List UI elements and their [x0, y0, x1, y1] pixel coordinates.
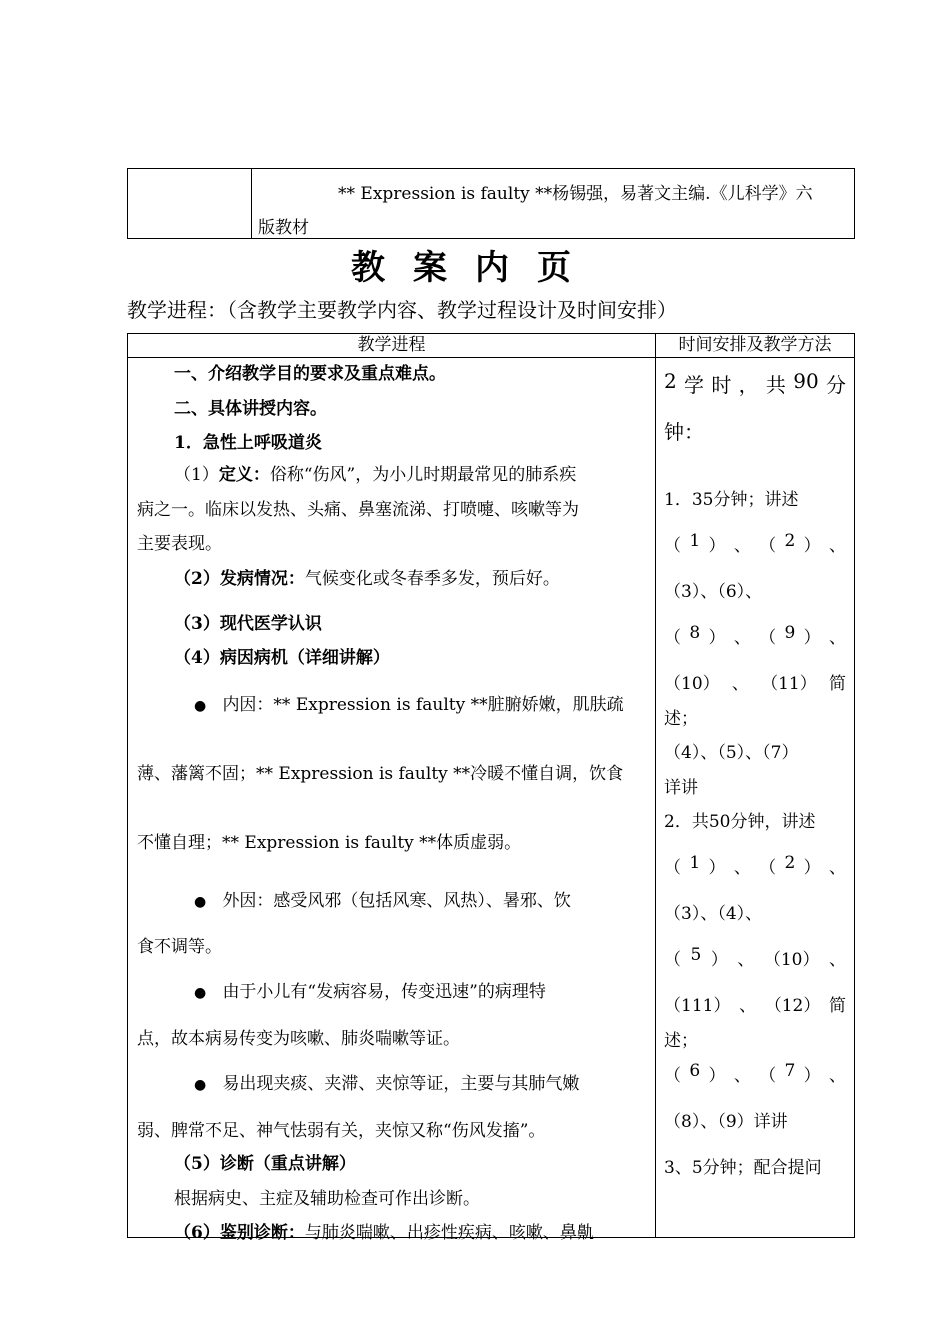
incidence-line: （2）发病情况：气候变化或冬春季多发，预后好。 — [174, 569, 560, 589]
time-1-items-d: （10） 、 （11） 简 — [664, 674, 846, 694]
teaching-table — [127, 333, 855, 1243]
definition-line-3: 主要表现。 — [137, 534, 222, 554]
header-time-method: 时间安排及教学方法 — [678, 335, 832, 355]
bullet-complication-line-1: ● 易出现夹痰、夹滞、夹惊等证，主要与其肺气嫩 — [194, 1074, 580, 1094]
modern-medicine-heading: （3）现代医学认识 — [174, 614, 322, 634]
definition-line-2: 病之一。临床以发热、头痛、鼻塞流涕、打喷嚏、咳嗽等为 — [137, 500, 579, 520]
bullet-icon: ● — [194, 698, 207, 714]
bullet-icon: ● — [194, 985, 207, 1001]
time-2-items-c: （ 5 ） 、 （10） 、 — [664, 945, 846, 970]
page-title: 教案内页 — [351, 248, 599, 288]
reference-line-2: 版教材 — [258, 218, 309, 238]
bullet-pathology-line-2: 点，故本病易传变为咳嗽、肺炎喘嗽等证。 — [137, 1029, 460, 1049]
bullet-external-line-2: 食不调等。 — [137, 937, 222, 957]
time-1-brief: 述； — [664, 709, 698, 729]
time-1-items-a: （ 1 ） 、 （ 2 ） 、 — [664, 531, 846, 556]
diagnosis-text: 根据病史、主症及辅助检查可作出诊断。 — [174, 1189, 480, 1209]
total-hours-line-1: 2 学 时 ， 共 90 分 — [664, 369, 846, 397]
reference-table — [127, 168, 855, 239]
bullet-internal-line-2: 薄、藩篱不固；** Expression is faulty **冷暖不懂自调，饮食 — [137, 764, 624, 784]
bullet-internal-line-3: 不懂自理；** Expression is faulty **体质虚弱。 — [137, 833, 522, 853]
differential-line: （6）鉴别诊断：与肺炎喘嗽、出疹性疾病、咳嗽、鼻鼽 — [174, 1223, 594, 1243]
time-1-detail: 详讲 — [664, 778, 698, 798]
total-hours-line-2: 钟： — [664, 420, 704, 444]
time-1-items-c: （ 8 ） 、 （ 9 ） 、 — [664, 623, 846, 648]
header-progress: 教学进程 — [357, 335, 426, 355]
time-2-detail: （8）、（9）详讲 — [664, 1112, 788, 1132]
section-2: 二、具体讲授内容。 — [174, 399, 327, 419]
time-1-items-b: （3）、（6）、 — [664, 582, 763, 602]
bullet-icon: ● — [194, 894, 207, 910]
time-2-brief: 述； — [664, 1031, 698, 1051]
section-1: 一、介绍教学目的要求及重点难点。 — [174, 364, 446, 384]
bullet-icon: ● — [194, 1077, 207, 1093]
topic-heading: 1．急性上呼吸道炎 — [174, 433, 322, 453]
etiology-heading: （4）病因病机（详细讲解） — [174, 648, 390, 668]
bullet-internal-line-1: ● 内因：** Expression is faulty **脏腑娇嫩，肌肤疏 — [194, 695, 624, 715]
bullet-complication-line-2: 弱、脾常不足、神气怯弱有关，夹惊又称“伤风发搐”。 — [137, 1121, 546, 1141]
time-3: 3、5分钟；配合提问 — [664, 1158, 822, 1178]
header-divider — [128, 357, 854, 358]
time-2-items-d: （111） 、 （12） 简 — [664, 996, 846, 1016]
reference-line-1: ** Expression is faulty **杨锡强，易著文主编.《儿科学》六 — [338, 184, 813, 204]
page-subtitle: 教学进程：（含教学主要教学内容、教学过程设计及时间安排） — [127, 298, 677, 322]
time-2-items-e: （ 6 ） 、 （ 7 ） 、 — [664, 1061, 846, 1086]
bullet-external-line-1: ● 外因：感受风邪（包括风寒、风热）、暑邪、饮 — [194, 891, 571, 911]
time-2: 2．共50分钟，讲述 — [664, 812, 816, 832]
diagnosis-heading: （5）诊断（重点讲解） — [174, 1154, 356, 1174]
definition-line-1: （1）定义：俗称“伤风”，为小儿时期最常见的肺系疾 — [174, 465, 577, 485]
bullet-pathology-line-1: ● 由于小儿有“发病容易，传变迅速”的病理特 — [194, 982, 546, 1002]
reference-cell — [258, 177, 848, 245]
time-2-items-a: （ 1 ） 、 （ 2 ） 、 — [664, 853, 846, 878]
time-2-items-b: （3）、（4）、 — [664, 904, 763, 924]
time-1: 1．35分钟；讲述 — [664, 490, 799, 510]
column-divider — [655, 334, 656, 1237]
time-1-detail-items: （4）、（5）、（7） — [664, 743, 799, 763]
